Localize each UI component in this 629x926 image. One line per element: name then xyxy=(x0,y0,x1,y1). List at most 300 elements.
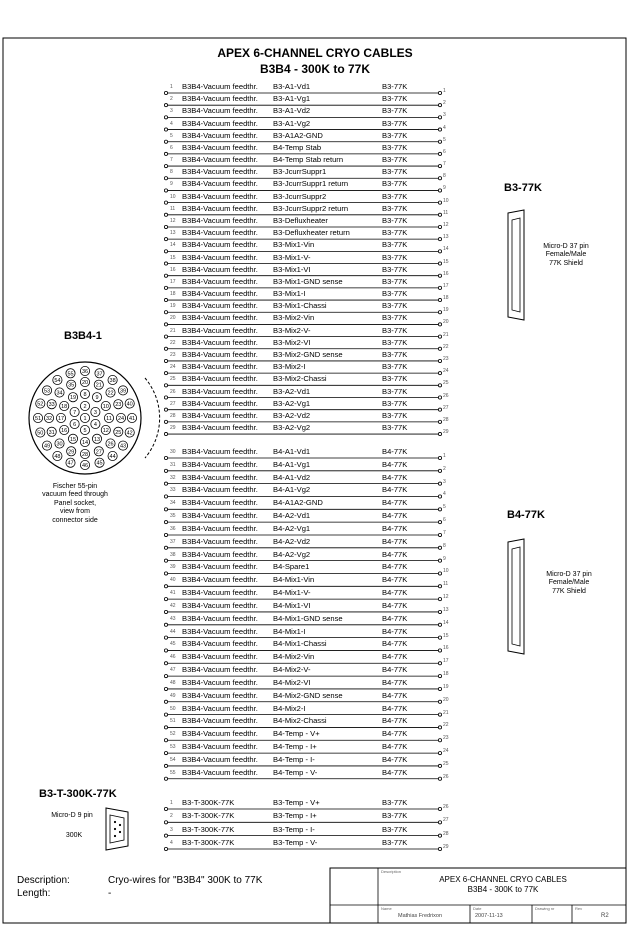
wire-source: B3B4-Vacuum feedthr. xyxy=(182,754,258,764)
wire-end-right xyxy=(438,456,441,459)
wire-signal: B3-Mix1-I xyxy=(273,289,306,299)
wire-end-number: 27 xyxy=(443,817,449,824)
wire-end-left xyxy=(164,713,167,716)
wire-destination: B4-77K xyxy=(382,690,408,700)
wire-destination: B3-77K xyxy=(382,398,408,408)
wire-signal: B4-A2-Vd1 xyxy=(273,511,311,521)
wire-pin-number: 8 xyxy=(170,169,173,176)
wire-end-left xyxy=(164,623,167,626)
wire-end-left xyxy=(164,298,167,301)
wire-pin-number: 37 xyxy=(170,538,176,545)
wire-destination: B4-77K xyxy=(382,729,408,739)
wire-end-left xyxy=(164,469,167,472)
wire-signal: B4-Temp Stab xyxy=(273,142,322,152)
wire-end-number: 16 xyxy=(443,645,449,652)
wire-end-number: 18 xyxy=(443,295,449,302)
wire-pin-number: 49 xyxy=(170,692,176,699)
wire-pin-number: 15 xyxy=(170,254,176,261)
wire-signal: B3-Temp - I+ xyxy=(273,811,317,821)
wire-pin-number: 4 xyxy=(170,839,173,846)
wire-pin-number: 24 xyxy=(170,364,176,371)
wire-end-right xyxy=(438,335,441,338)
wire-source: B3B4-Vacuum feedthr. xyxy=(182,191,258,201)
wire-source: B3B4-Vacuum feedthr. xyxy=(182,167,258,177)
wire-signal: B4-Mix2-I xyxy=(273,703,306,713)
fischer-caption-line: view from xyxy=(60,508,90,516)
wire-pin-number: 19 xyxy=(170,303,176,310)
wire-end-number: 15 xyxy=(443,632,449,639)
wire-end-left xyxy=(164,116,167,119)
fischer-pin-label: 15 xyxy=(69,436,77,443)
fischer-pin-label: 53 xyxy=(43,388,51,395)
fischer-pin-label: 5 xyxy=(83,428,87,434)
wire-end-left xyxy=(164,104,167,107)
wire-destination: B3-77K xyxy=(382,94,408,104)
wire-end-right xyxy=(438,262,441,265)
b4-77k-caption xyxy=(531,571,607,596)
wire-signal: B4-A1-Vd2 xyxy=(273,472,311,482)
wire-end-left xyxy=(164,821,167,824)
wire-destination: B3-77K xyxy=(382,215,408,225)
length-value: - xyxy=(108,888,112,899)
wire-destination: B3-77K xyxy=(382,179,408,189)
wire-source: B3B4-Vacuum feedthr. xyxy=(182,652,258,662)
wire-destination: B4-77K xyxy=(382,665,408,675)
tb-drawing-label: Drawing nr xyxy=(535,906,555,911)
length-label: Length: xyxy=(17,888,51,899)
wire-end-right xyxy=(438,713,441,716)
wire-destination: B3-77K xyxy=(382,167,408,177)
wire-destination: B3-77K xyxy=(382,837,408,847)
wire-end-left xyxy=(164,335,167,338)
wire-end-right xyxy=(438,598,441,601)
wire-end-left xyxy=(164,495,167,498)
wire-end-number: 13 xyxy=(443,606,449,613)
wire-end-left xyxy=(164,274,167,277)
fischer-caption-line: connector side xyxy=(52,516,98,524)
description-label: Description: xyxy=(17,875,70,886)
wire-end-left xyxy=(164,213,167,216)
wire-pin-number: 5 xyxy=(170,132,173,139)
wire-destination: B3-77K xyxy=(382,423,408,433)
wire-destination: B4-77K xyxy=(382,767,408,777)
wire-source: B3B4-Vacuum feedthr. xyxy=(182,600,258,610)
wire-source: B3B4-Vacuum feedthr. xyxy=(182,549,258,559)
wire-pin-number: 6 xyxy=(170,144,173,151)
wire-source: B3B4-Vacuum feedthr. xyxy=(182,398,258,408)
wire-source: B3-T-300K-77K xyxy=(182,811,235,821)
wire-end-right xyxy=(438,533,441,536)
wire-signal: B3-Defluxheater xyxy=(273,215,328,225)
wire-signal: B4-Mix2-Vin xyxy=(273,652,315,662)
wire-source: B3B4-Vacuum feedthr. xyxy=(182,362,258,372)
wire-source: B3-T-300K-77K xyxy=(182,837,235,847)
wire-end-left xyxy=(164,323,167,326)
wire-signal: B4-Spare1 xyxy=(273,562,310,572)
fischer-pin-label: 9 xyxy=(95,395,99,402)
wire-end-left xyxy=(164,572,167,575)
fischer-caption-line: vacuum feed through xyxy=(42,491,108,499)
wire-pin-number: 33 xyxy=(170,487,176,494)
wire-end-left xyxy=(164,384,167,387)
wire-signal: B4-A2-Vd2 xyxy=(273,536,311,546)
wire-pin-number: 45 xyxy=(170,641,176,648)
wire-end-left xyxy=(164,508,167,511)
wire-pin-number: 40 xyxy=(170,577,176,584)
wire-destination: B4-77K xyxy=(382,562,408,572)
wire-end-left xyxy=(164,598,167,601)
wire-signal: B3-Mix1-Vin xyxy=(273,240,315,250)
wire-end-number: 25 xyxy=(443,380,449,387)
wire-signal: B3-Temp - V- xyxy=(273,837,318,847)
fischer-pin-label: 36 xyxy=(81,369,89,375)
wire-signal: B3-A1-Vd1 xyxy=(273,82,311,91)
wire-source: B3B4-Vacuum feedthr. xyxy=(182,264,258,274)
wire-destination: B3-77K xyxy=(382,824,408,834)
wire-pin-number: 47 xyxy=(170,667,176,674)
fischer-pin-label: 33 xyxy=(48,402,55,409)
wire-end-right xyxy=(438,636,441,639)
wire-destination: B4-77K xyxy=(382,549,408,559)
wire-end-left xyxy=(164,764,167,767)
wire-pin-number: 55 xyxy=(170,769,176,776)
fischer-pin-label: 46 xyxy=(81,463,89,469)
wire-destination: B4-77K xyxy=(382,575,408,585)
wire-end-number: 26 xyxy=(443,392,449,399)
wire-source: B3B4-Vacuum feedthr. xyxy=(182,289,258,299)
wire-end-number: 12 xyxy=(443,594,449,601)
fischer-pin-label: 12 xyxy=(102,428,109,434)
wire-signal: B4-Temp - I+ xyxy=(273,742,317,752)
wire-end-left xyxy=(164,262,167,265)
wire-source: B3B4-Vacuum feedthr. xyxy=(182,690,258,700)
wire-end-right xyxy=(438,521,441,524)
wire-end-right xyxy=(438,610,441,613)
wire-end-number: 5 xyxy=(443,136,446,143)
b3-77k-caption-line: Micro-D 37 pin xyxy=(543,243,589,250)
wire-end-number: 25 xyxy=(443,760,449,767)
wire-pin-number: 1 xyxy=(170,84,173,90)
wire-end-number: 18 xyxy=(443,671,449,678)
wire-source: B3B4-Vacuum feedthr. xyxy=(182,588,258,598)
wire-signal: B4-Temp Stab return xyxy=(273,155,344,165)
fischer-pin-label: 55 xyxy=(67,371,74,378)
wire-end-right xyxy=(438,834,441,837)
wire-pin-number: 17 xyxy=(170,278,176,285)
fischer-pin-label: 27 xyxy=(95,449,102,456)
fischer-pin-label: 6 xyxy=(73,422,77,428)
wire-end-number: 17 xyxy=(443,282,449,289)
wire-end-left xyxy=(164,649,167,652)
wire-pin-number: 41 xyxy=(170,590,176,597)
tb-rev-value: R2 xyxy=(601,913,609,919)
wire-destination: B4-77K xyxy=(382,754,408,764)
wire-end-right xyxy=(438,298,441,301)
wire-pin-number: 1 xyxy=(170,800,173,806)
drawing-subtitle: B3B4 - 300K to 77K xyxy=(259,62,371,76)
wire-destination: B3-77K xyxy=(382,410,408,420)
drawing-title: APEX 6-CHANNEL CRYO CABLES xyxy=(217,46,413,60)
wire-source: B3B4-Vacuum feedthr. xyxy=(182,179,258,189)
wire-end-right xyxy=(438,821,441,824)
b3-t-caption-2: 300K xyxy=(65,832,83,839)
wire-end-number: 2 xyxy=(443,100,446,107)
wire-destination: B3-77K xyxy=(382,337,408,347)
wire-end-number: 11 xyxy=(443,209,449,216)
wire-end-left xyxy=(164,700,167,703)
wire-end-right xyxy=(438,189,441,192)
wire-pin-number: 9 xyxy=(170,181,173,188)
wire-end-left xyxy=(164,662,167,665)
fischer-pin-label: 42 xyxy=(126,430,133,437)
microd37-b4-connector xyxy=(508,539,524,654)
wire-signal: B3-Mix2-I xyxy=(273,362,306,372)
fischer-pin-label: 14 xyxy=(81,440,89,446)
wire-pin-number: 2 xyxy=(170,813,173,820)
wire-end-number: 8 xyxy=(443,542,446,549)
wire-pin-number: 42 xyxy=(170,602,176,609)
wire-destination: B3-77K xyxy=(382,289,408,299)
wire-end-right xyxy=(438,751,441,754)
wire-end-left xyxy=(164,751,167,754)
wire-pin-number: 30 xyxy=(170,449,176,455)
wire-signal: B4-Mix1-VI xyxy=(273,600,311,610)
wire-signal: B3-A2-Vg1 xyxy=(273,398,311,408)
wire-pin-number: 20 xyxy=(170,315,176,322)
fischer-pin-label: 2 xyxy=(83,404,87,410)
wire-pin-number: 3 xyxy=(170,826,173,833)
wire-end-right xyxy=(438,384,441,387)
wire-pin-number: 13 xyxy=(170,230,176,237)
wire-source: B3B4-Vacuum feedthr. xyxy=(182,703,258,713)
wire-end-number: 3 xyxy=(443,112,446,119)
wire-end-left xyxy=(164,250,167,253)
wire-end-number: 7 xyxy=(443,161,446,168)
wire-pin-number: 18 xyxy=(170,291,176,298)
wire-pin-number: 29 xyxy=(170,425,176,432)
wire-destination: B3-77K xyxy=(382,203,408,213)
wire-destination: B4-77K xyxy=(382,613,408,623)
wire-end-left xyxy=(164,238,167,241)
wire-destination: B4-77K xyxy=(382,511,408,521)
wire-end-number: 20 xyxy=(443,696,449,703)
wire-signal: B4-Temp - V+ xyxy=(273,729,320,739)
wire-destination: B4-77K xyxy=(382,600,408,610)
wire-source: B3B4-Vacuum feedthr. xyxy=(182,374,258,384)
wire-end-left xyxy=(164,225,167,228)
wire-pin-number: 16 xyxy=(170,266,176,273)
wire-end-number: 14 xyxy=(443,246,449,253)
wire-signal: B4-Mix1-V- xyxy=(273,588,311,598)
wire-end-number: 8 xyxy=(443,173,446,180)
fischer-pin-label: 10 xyxy=(102,404,109,410)
fischer-pin-label: 37 xyxy=(96,371,103,378)
wire-destination: B3-77K xyxy=(382,106,408,116)
wire-end-right xyxy=(438,128,441,131)
wire-pin-number: 44 xyxy=(170,628,176,635)
tb-name-value: Mathias Fredrixon xyxy=(398,913,443,919)
wire-destination: B3-77K xyxy=(382,325,408,335)
wire-source: B3B4-Vacuum feedthr. xyxy=(182,562,258,572)
wire-end-right xyxy=(438,739,441,742)
wire-end-left xyxy=(164,164,167,167)
wire-end-number: 3 xyxy=(443,478,446,485)
wire-end-right xyxy=(438,469,441,472)
wire-end-left xyxy=(164,675,167,678)
wire-pin-number: 22 xyxy=(170,339,176,346)
wire-pin-number: 7 xyxy=(170,157,173,164)
fischer-pin-label: 22 xyxy=(107,390,114,397)
wire-end-right xyxy=(438,847,441,850)
wire-end-left xyxy=(164,201,167,204)
wire-pin-number: 51 xyxy=(170,718,176,725)
fischer-pin-label: 26 xyxy=(107,441,114,448)
wire-end-right xyxy=(438,225,441,228)
wire-destination: B4-77K xyxy=(382,677,408,687)
fischer-pin-label: 34 xyxy=(56,390,63,397)
wire-signal: B4-Mix1-I xyxy=(273,626,306,636)
wire-end-left xyxy=(164,546,167,549)
wire-end-left xyxy=(164,687,167,690)
fischer-pin-label: 8 xyxy=(83,392,87,398)
wire-source: B3B4-Vacuum feedthr. xyxy=(182,575,258,585)
wire-source: B3B4-Vacuum feedthr. xyxy=(182,301,258,311)
wire-signal: B3-Mix1-GND sense xyxy=(273,276,343,286)
wire-end-right xyxy=(438,274,441,277)
wire-end-number: 23 xyxy=(443,735,449,742)
wire-source: B3B4-Vacuum feedthr. xyxy=(182,386,258,396)
wire-end-right xyxy=(438,347,441,350)
wire-source: B3B4-Vacuum feedthr. xyxy=(182,349,258,359)
wire-destination: B4-77K xyxy=(382,536,408,546)
wire-destination: B3-77K xyxy=(382,811,408,821)
wire-end-left xyxy=(164,533,167,536)
wire-end-right xyxy=(438,420,441,423)
wire-end-right xyxy=(438,177,441,180)
wire-end-right xyxy=(438,700,441,703)
tb-name-label: Name xyxy=(381,906,392,911)
wire-end-left xyxy=(164,396,167,399)
wire-end-left xyxy=(164,847,167,850)
fischer-pin-label: 13 xyxy=(93,436,101,443)
wire-source: B3B4-Vacuum feedthr. xyxy=(182,94,258,104)
wire-source: B3B4-Vacuum feedthr. xyxy=(182,511,258,521)
fischer-pin-label: 51 xyxy=(34,416,42,422)
wire-end-left xyxy=(164,610,167,613)
wire-end-left xyxy=(164,521,167,524)
wire-end-right xyxy=(438,623,441,626)
microd9-connector xyxy=(106,808,128,850)
fischer-pin-label: 17 xyxy=(57,416,65,422)
fischer-pin-label: 48 xyxy=(54,454,61,460)
b3-t-heading: B3-T-300K-77K xyxy=(39,788,117,800)
wire-end-right xyxy=(438,140,441,143)
wire-end-number: 29 xyxy=(443,429,449,436)
wire-source: B3B4-Vacuum feedthr. xyxy=(182,313,258,323)
wire-end-number: 15 xyxy=(443,258,449,265)
wire-signal: B4-Temp - V- xyxy=(273,767,318,777)
wire-destination: B3-77K xyxy=(382,191,408,201)
wire-pin-number: 4 xyxy=(170,120,173,127)
tb-date-value: 2007-11-13 xyxy=(475,913,503,919)
fischer-pin-label: 19 xyxy=(69,395,77,402)
fischer-pin-label: 50 xyxy=(37,430,44,437)
wire-end-left xyxy=(164,482,167,485)
wire-signal: B3-A1-Vg2 xyxy=(273,118,311,128)
wire-destination: B4-77K xyxy=(382,703,408,713)
b3-t-caption-1: Micro-D 9 pin xyxy=(51,812,93,819)
fischer-pin-label: 43 xyxy=(119,443,127,450)
wire-source: B3B4-Vacuum feedthr. xyxy=(182,142,258,152)
wire-destination: B4-77K xyxy=(382,626,408,636)
fischer-pin-label: 47 xyxy=(67,460,74,467)
wire-end-right xyxy=(438,777,441,780)
wire-signal: B4-A1A2-GND xyxy=(273,498,323,508)
wire-destination: B3-77K xyxy=(382,118,408,128)
wire-signal: B4-Mix2-GND sense xyxy=(273,690,343,700)
wire-end-number: 20 xyxy=(443,319,449,326)
wire-end-number: 27 xyxy=(443,404,449,411)
wire-end-left xyxy=(164,834,167,837)
wire-end-number: 21 xyxy=(443,331,449,338)
wire-signal: B3-Mix1-VI xyxy=(273,264,311,274)
wire-end-number: 22 xyxy=(443,722,449,729)
wire-signal: B3-Mix2-V- xyxy=(273,325,311,335)
wire-end-left xyxy=(164,128,167,131)
wire-end-left xyxy=(164,408,167,411)
wire-pin-number: 35 xyxy=(170,513,176,520)
wire-source: B3B4-Vacuum feedthr. xyxy=(182,767,258,777)
wire-end-left xyxy=(164,636,167,639)
wire-destination: B3-77K xyxy=(382,798,408,807)
wire-signal: B3-Temp - V+ xyxy=(273,798,320,807)
wire-pin-number: 31 xyxy=(170,461,176,468)
wire-end-left xyxy=(164,286,167,289)
wire-end-number: 11 xyxy=(443,581,449,588)
wire-destination: B3-77K xyxy=(382,374,408,384)
fischer-pin-label: 21 xyxy=(95,382,102,389)
wire-pin-number: 14 xyxy=(170,242,176,249)
wire-destination: B3-77K xyxy=(382,264,408,274)
wire-signal: B4-A1-Vg1 xyxy=(273,459,311,469)
wire-end-right xyxy=(438,687,441,690)
wire-destination: B4-77K xyxy=(382,447,408,456)
wire-source: B3B4-Vacuum feedthr. xyxy=(182,276,258,286)
wire-end-left xyxy=(164,807,167,810)
wire-end-left xyxy=(164,585,167,588)
wire-pin-number: 26 xyxy=(170,388,176,395)
wire-end-right xyxy=(438,807,441,810)
b3-77k-caption xyxy=(528,243,604,268)
wire-end-number: 26 xyxy=(443,804,449,810)
wire-destination: B3-77K xyxy=(382,240,408,250)
fischer-pin-label: 52 xyxy=(37,401,44,408)
wire-end-right xyxy=(438,726,441,729)
fischer-pin-label: 35 xyxy=(68,382,75,389)
wire-end-number: 2 xyxy=(443,465,446,472)
b3-77k-caption-line: Female/Male xyxy=(545,251,587,259)
wire-end-right xyxy=(438,649,441,652)
wire-end-right xyxy=(438,662,441,665)
wire-signal: B3-Defluxheater return xyxy=(273,228,350,238)
wire-destination: B3-77K xyxy=(382,301,408,311)
wire-destination: B4-77K xyxy=(382,652,408,662)
wire-pin-number: 50 xyxy=(170,705,176,712)
wire-pin-number: 54 xyxy=(170,756,176,763)
wire-end-number: 7 xyxy=(443,529,446,536)
fischer-caption-line: Panel socket, xyxy=(53,499,97,507)
wire-end-right xyxy=(438,164,441,167)
